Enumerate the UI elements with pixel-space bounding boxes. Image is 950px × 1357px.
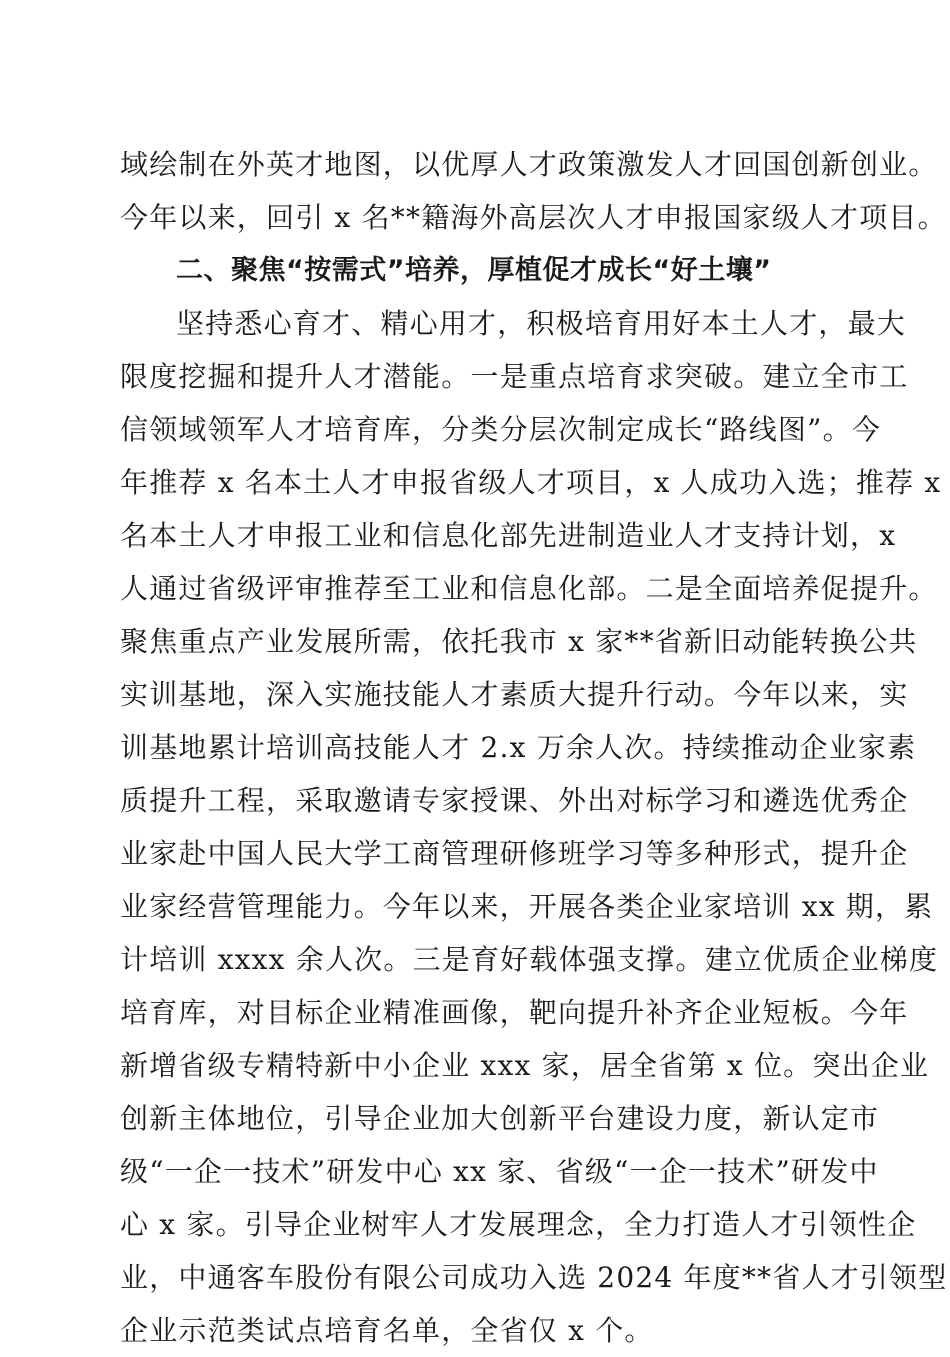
- text-line: 培育库，对目标企业精准画像，靶向提升补齐企业短板。今年: [120, 996, 909, 1029]
- text-line: 信领域领军人才培育库，分类分层次制定成长“路线图”。今: [120, 413, 882, 446]
- text-line: 业家赴中国人民大学工商管理研修班学习等多种形式，提升企: [120, 837, 909, 870]
- text-line: 心 x 家。引导企业树牢人才发展理念，全力打造人才引领性企: [120, 1208, 917, 1241]
- text-line: 坚持悉心育才、精心用才，积极培育用好本土人才，最大: [176, 307, 907, 340]
- text-line: 域绘制在外英才地图，以优厚人才政策激发人才回国创新创业。: [120, 148, 938, 181]
- document-body: [120, 138, 948, 1357]
- text-line: 创新主体地位，引导企业加大创新平台建设力度，新认定市: [120, 1102, 880, 1135]
- text-line: 限度挖掘和提升人才潜能。一是重点培育求突破。建立全市工: [120, 360, 909, 393]
- text-line: 实训基地，深入实施技能人才素质大提升行动。今年以来，实: [120, 678, 909, 711]
- text-line: 质提升工程，采取邀请专家授课、外出对标学习和遴选优秀企: [120, 784, 909, 817]
- text-line: 业家经营管理能力。今年以来，开展各类企业家培训 xx 期，累: [120, 890, 934, 923]
- text-line: 名本土人才申报工业和信息化部先进制造业人才支持计划，x: [120, 519, 897, 552]
- text-line: 级“一企一技术”研发中心 xx 家、省级“一企一技术”研发中: [120, 1155, 879, 1188]
- text-line: 年推荐 x 名本土人才申报省级人才项目，x 人成功入选；推荐 x: [120, 466, 942, 499]
- text-line: 企业示范类试点培育名单，全省仅 x 个。: [120, 1314, 654, 1347]
- text-line: 今年以来，回引 x 名**籍海外高层次人才申报国家级人才项目。: [120, 201, 947, 234]
- text-line: 训基地累计培训高技能人才 2.x 万余人次。持续推动企业家素: [120, 731, 917, 764]
- text-line: 新增省级专精特新中小企业 xxx 家，居全省第 x 位。突出企业: [120, 1049, 930, 1082]
- section-heading: 二、聚焦“按需式”培养，厚植促才成长“好土壤”: [176, 255, 772, 286]
- text-line: 业，中通客车股份有限公司成功入选 2024 年度**省人才引领型: [120, 1261, 948, 1294]
- text-line: 计培训 xxxx 余人次。三是育好载体强支撑。建立优质企业梯度: [120, 943, 939, 976]
- text-line: 人通过省级评审推荐至工业和信息化部。二是全面培养促提升。: [120, 572, 938, 605]
- text-line: 聚焦重点产业发展所需，依托我市 x 家**省新旧动能转换公共: [120, 625, 918, 658]
